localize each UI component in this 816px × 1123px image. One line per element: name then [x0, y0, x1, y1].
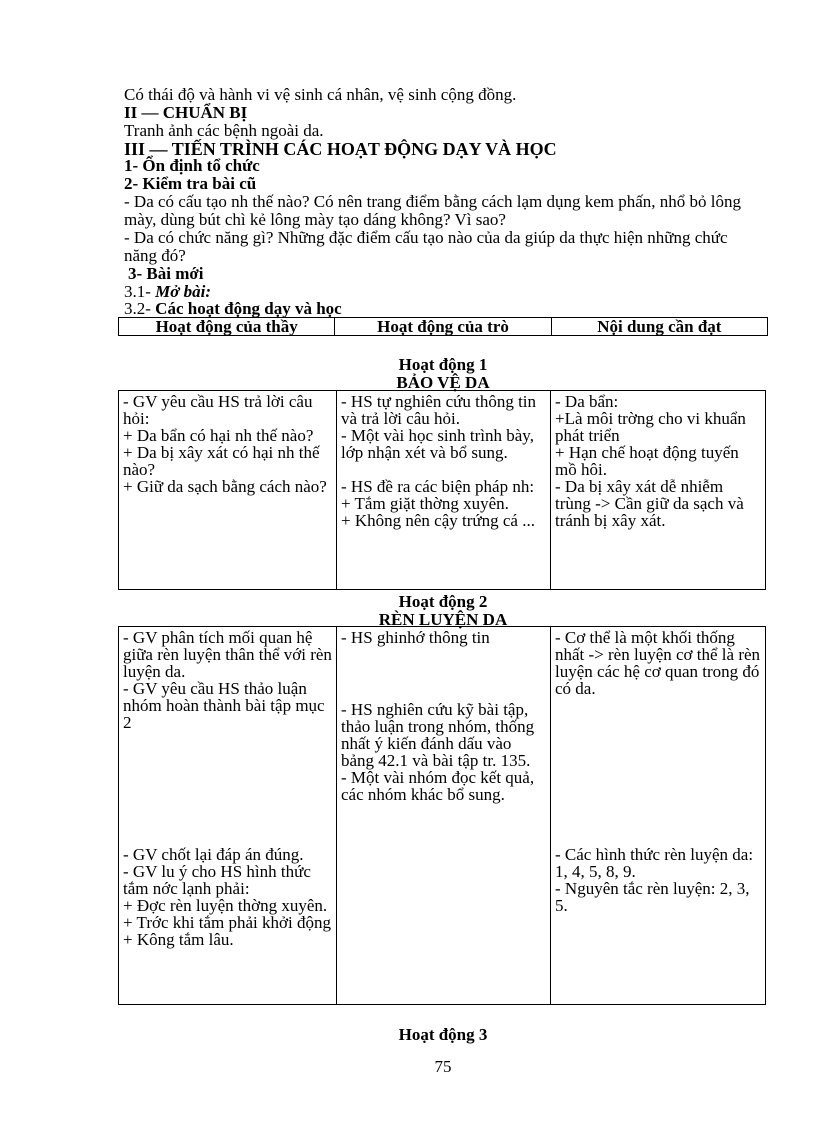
- text-line: - Các hình thức rèn luyện da: 1, 4, 5, 8, 9.: [555, 845, 754, 881]
- text-line: - Cơ thể là một khối thống nhất -> rèn luyện cơ thể là rèn luyện các hệ cơ quan trong đó có da.: [555, 628, 761, 698]
- activity1-student-cell: [337, 391, 551, 589]
- text-line: +Là môi trờng cho vi khuẩn phát triển: [555, 409, 746, 445]
- text-line: - Nguyên tắc rèn luyện: 2, 3, 5.: [555, 879, 750, 915]
- activity1-table: [118, 390, 766, 590]
- question1: - Da có cấu tạo nh thế nào? Có nên trang điểm bằng cách lạm dụng kem phấn, nhổ bỏ lông mày, dùng bút chì kẻ lông mày tạo dáng không? Vì sao?: [124, 192, 742, 229]
- page-number: 75: [434, 1057, 452, 1076]
- text-line: - Da bẩn:: [555, 392, 619, 411]
- text-line: - HS ghinhớ thông tin: [341, 628, 490, 647]
- text-line: - HS đề ra các biện pháp nh:: [341, 477, 535, 496]
- header-student: Hoạt động của trò: [335, 318, 551, 335]
- spacer: [341, 461, 546, 478]
- text-line: - Một vài học sinh trình bày, lớp nhận xét và bổ sung.: [341, 426, 534, 462]
- section3-heading: III — TIẾN TRÌNH CÁC HOẠT ĐỘNG DẠY VÀ HỌC: [124, 139, 557, 159]
- activity2-title: Hoạt động 2: [398, 592, 488, 611]
- text-line: - GV yêu cầu HS thảo luận nhóm hoàn thành bài tập mục 2: [123, 679, 325, 732]
- text-line: - GV phân tích mối quan hệ giữa rèn luyện thân thể với rèn luyện da.: [123, 628, 332, 681]
- text-line: + Hạn chế hoạt động tuyến mồ hôi.: [555, 443, 739, 479]
- step1-heading: 1- Ổn định tổ chức: [124, 156, 260, 175]
- student-top-block: [341, 629, 546, 701]
- text-line: + Tắm giặt thờng xuyên.: [341, 494, 509, 513]
- step2-heading: 2- Kiểm tra bài cũ: [124, 174, 257, 193]
- text-line: + Trớc khi tắm phải khởi động: [123, 913, 331, 932]
- text-line: + Da bị xây xát có hại nh thế nào?: [123, 443, 320, 479]
- text-line: + Da bẩn có hại nh thế nào?: [123, 426, 314, 445]
- section2-text: Tranh ảnh các bệnh ngoài da.: [124, 121, 324, 140]
- text-line: + Giữ da sạch bằng cách nào?: [123, 477, 327, 496]
- intro-line: Có thái độ và hành vi vệ sinh cá nhân, vệ sinh cộng đồng.: [124, 85, 517, 104]
- activity3-title: Hoạt động 3: [398, 1025, 488, 1044]
- step31-heading: 3.1- Mở bài:: [124, 282, 212, 301]
- activity2-table: [118, 626, 766, 1005]
- header-teacher: Hoạt động của thầy: [119, 318, 335, 335]
- text-line: + Kông tắm lâu.: [123, 930, 234, 949]
- table-header-row: [118, 317, 768, 336]
- section2-heading: II — CHUẨN BỊ: [124, 103, 248, 122]
- text-line: + Đợc rèn luyện thờng xuyên.: [123, 896, 328, 915]
- text-line: - Da bị xây xát dễ nhiễm trùng -> Cần giữ da sạch và tránh bị xây xát.: [555, 477, 744, 530]
- text-line: - GV yêu cầu HS trả lời câu hỏi:: [123, 392, 313, 428]
- text-line: + Không nên cậy trứng cá ...: [341, 511, 535, 530]
- step32-heading: 3.2- Các hoạt động dạy và học: [124, 299, 342, 318]
- content-top-block: [555, 629, 761, 846]
- step3-heading: 3- Bài mới: [128, 264, 204, 283]
- text-line: - GV chốt lại đáp án đúng.: [123, 845, 304, 864]
- activity1-content-cell: [551, 391, 765, 589]
- teacher-top-block: [123, 629, 332, 846]
- activity1-title: Hoạt động 1: [398, 355, 488, 374]
- text-line: - HS tự nghiên cứu thông tin và trả lời câu hỏi.: [341, 392, 537, 428]
- header-content: Nội dung cần đạt: [597, 318, 722, 335]
- text-line: - HS nghiên cứu kỹ bài tập, thảo luận trong nhóm, thống nhất ý kiến đánh dấu vào bảng 42.1 và bài tập tr. 135.: [341, 700, 535, 770]
- text-line: - Một vài nhóm đọc kết quả, các nhóm khác bổ sung.: [341, 768, 535, 804]
- text-line: - GV lu ý cho HS hình thức tắm nớc lạnh phải:: [123, 862, 311, 898]
- activity1-subtitle: BẢO VỆ DA: [396, 373, 490, 392]
- question2: - Da có chức năng gì? Những đặc điểm cấu tạo nào của da giúp da thực hiện những chức năng đó?: [124, 228, 728, 265]
- activity2-student-cell: [337, 627, 551, 1004]
- activity2-teacher-cell: [119, 627, 337, 1004]
- activity2-subtitle: RÈN LUYỆN DA: [378, 610, 508, 629]
- activity2-content-cell: [551, 627, 765, 1004]
- activity1-teacher-cell: [119, 391, 337, 589]
